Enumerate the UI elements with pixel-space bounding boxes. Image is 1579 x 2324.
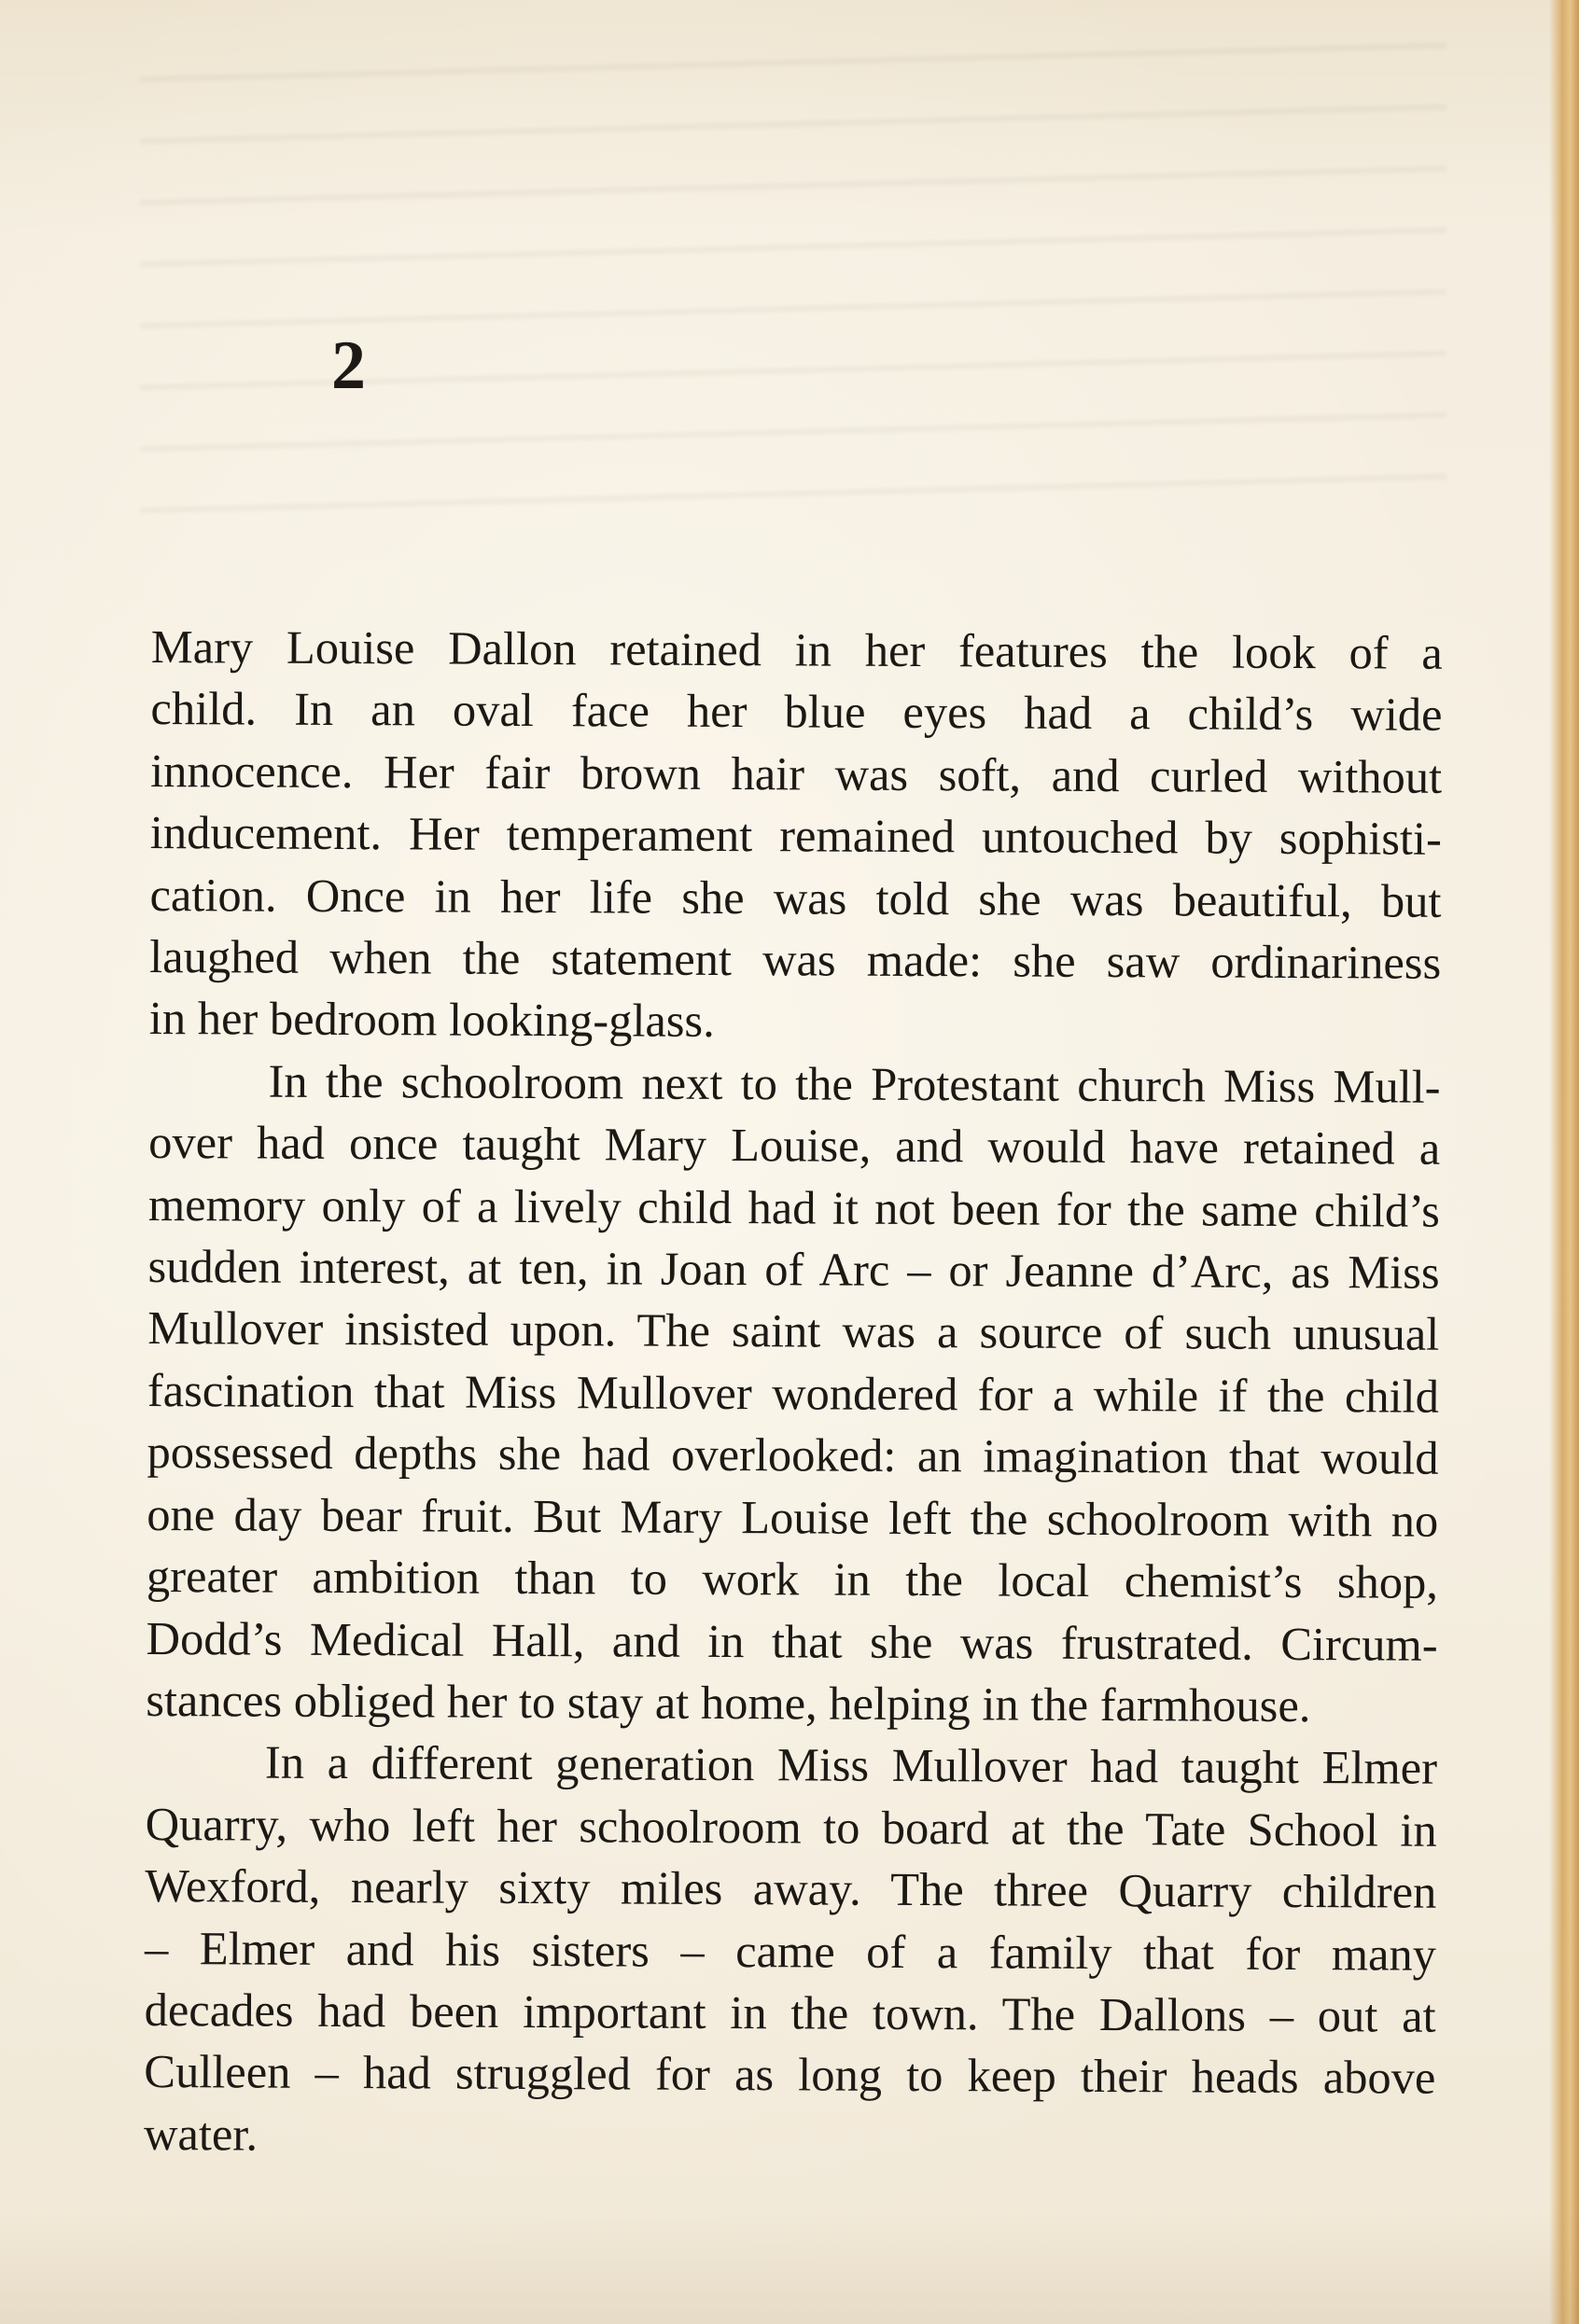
text-line: Dodd’s Medical Hall, and in that she was frustrated. Circum- (146, 1611, 1438, 1671)
text-line: sudden interest, at ten, in Joan of Arc – or Jeanne d’Arc, as Miss (147, 1240, 1440, 1299)
text-line: inducement. Her temperament remained untouched by sophisti- (149, 806, 1442, 865)
text-line: over had once taught Mary Louise, and would have retained a (148, 1116, 1441, 1176)
page-edge (1549, 0, 1579, 2324)
text-line: Quarry, who left her schoolroom to board at the Tate School in (145, 1797, 1437, 1857)
text-line: laughed when the statement was made: she saw ordinariness (149, 930, 1442, 989)
text-line: cation. Once in her life she was told she was beautiful, but (149, 868, 1442, 927)
page-shadow (0, 2212, 1579, 2324)
text-line: greater ambition than to work in the local chemist’s shop, (146, 1550, 1439, 1608)
text-line: fascination that Miss Mullover wondered for a while if the child (147, 1363, 1440, 1423)
text-line: Wexford, nearly sixty miles away. The three Quarry children (145, 1859, 1437, 1918)
text-line: one day bear fruit. But Mary Louise left the schoolroom with no (147, 1487, 1439, 1547)
text-line: stances obliged her to stay at home, helping in the farmhouse. (146, 1673, 1311, 1732)
text-line: In a different generation Miss Mullover had taught Elmer (264, 1735, 1438, 1795)
text-line: in her bedroom looking-glass. (148, 992, 715, 1048)
text-line: – Elmer and his sisters – came of a family that for many (144, 1921, 1437, 1981)
text-line: Culleen – had struggled for as long to keep their heads above (144, 2045, 1436, 2105)
paragraph-2 (146, 1050, 1441, 1737)
paragraph-3 (144, 1731, 1437, 2171)
text-line: memory only of a lively child had it not been for the same child’s (147, 1177, 1441, 1237)
paragraph-1 (149, 616, 1443, 1056)
text-line: Mullover insisted upon. The saint was a source of such unusual (147, 1301, 1440, 1361)
text-line: innocence. Her fair brown hair was soft, and curled without (150, 744, 1443, 803)
chapter-number: 2 (331, 327, 366, 404)
text-line: Mary Louise Dallon retained in her features the look of a (150, 619, 1443, 679)
text-line: In the schoolroom next to the Protestant church Miss Mull- (268, 1054, 1441, 1113)
text-line: possessed depths she had overlooked: an imagination that would (147, 1426, 1439, 1485)
text-line: water. (143, 2107, 259, 2161)
chapter-body (144, 616, 1443, 2171)
text-line: decades had been important in the town. The Dallons – out at (144, 1983, 1436, 2042)
text-line: child. In an oval face her blue eyes had a child’s wide (150, 682, 1443, 742)
show-through-text (140, 28, 1446, 513)
